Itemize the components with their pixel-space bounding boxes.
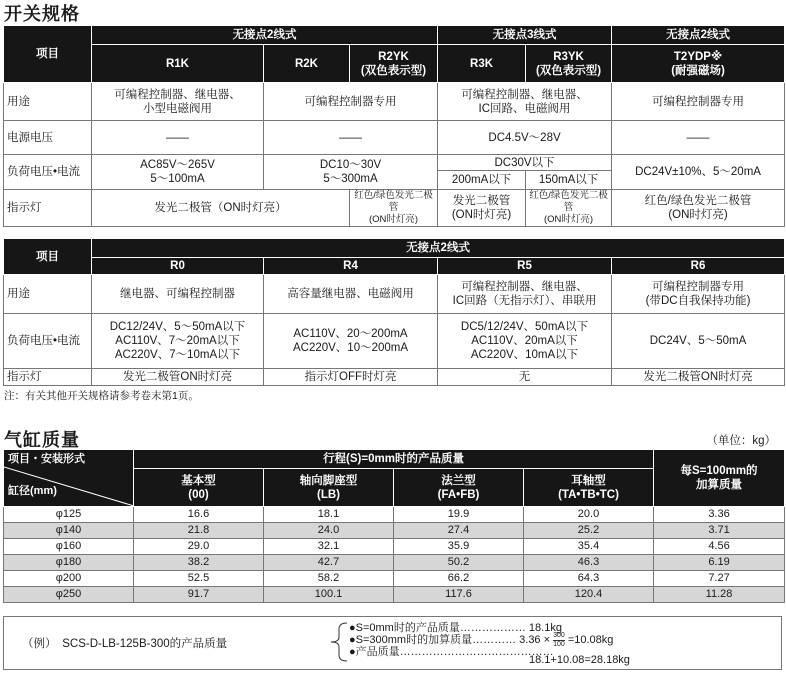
power-t2ydp: —— [612,121,785,155]
load-r3k-a: 200mA以下 [438,171,526,190]
model-r3yk: R3YK (双色表示型) [526,45,612,83]
row-label-load: 负荷电压•电流 [4,155,92,190]
group-2wire-header: 无接点2线式 [92,26,438,45]
mass-extra: 3.36 [654,507,785,523]
model-r2yk: R2YK (双色表示型) [350,45,438,83]
model-t2ydp: T2YDP※ (耐强磁场) [612,45,785,83]
load-r3k-b: 150mA以下 [526,171,612,190]
usage-r3k: 可编程控制器、继电器、 IC回路、电磁阀用 [438,83,612,121]
row-label-load-2: 负荷电压•电流 [4,314,92,369]
example-line-3: ●产品质量…………………………………… [349,646,554,658]
unit-label: （单位：kg） [706,435,776,447]
bore-cell: φ200 [4,571,134,587]
mass-trunnion: 46.3 [524,555,654,571]
model-r4: R4 [264,258,438,275]
corner-header [4,450,134,507]
mass-foot: 18.1 [264,507,394,523]
corner-bottom-label: 缸径(mm) [8,485,57,497]
group-2wire-header-2: 无接点2线式 [92,239,785,258]
corner-top-label: 项目・安装形式 [8,453,85,465]
indicator-r3k: 发光二极管 (ON时灯亮) [438,190,526,227]
table-row [4,539,785,555]
switch-spec-table-2 [3,238,785,386]
bore-cell: φ125 [4,507,134,523]
mass-trunnion: 64.3 [524,571,654,587]
load-r2k: DC10～30V 5～300mA [264,155,438,190]
indicator-r0: 发光二极管ON时灯亮 [92,369,264,386]
mass-flange: 27.4 [394,523,524,539]
bore-cell: φ140 [4,523,134,539]
extra-mass-header: 每S=100mm的 加算质量 [654,450,785,507]
model-r5: R5 [438,258,612,275]
usage-r2k: 可编程控制器专用 [264,83,438,121]
footnote: 注：有关其他开关规格请参考卷末第1页。 [4,390,199,402]
table-row [4,523,785,539]
example-bracket [319,617,349,667]
example-line-1: ●S=0mm时的产品质量……………… 18.1kg [349,622,562,634]
switch-spec-title: 开关规格 [4,4,80,24]
indicator-r3yk: 红色/绿色发光二极管 (ON时灯亮) [526,190,612,227]
example-line-2a: ●S=300mm时的加算质量………… 3.36 × [349,634,551,646]
power-r2k: —— [264,121,438,155]
model-r6: R6 [612,258,785,275]
col-foot: 轴向脚座型 (LB) [264,469,394,507]
table-row [4,571,785,587]
col-flange: 法兰型 (FA•FB) [394,469,524,507]
indicator-t2ydp: 红色/绿色发光二极管 (ON时灯亮) [612,190,785,227]
mass-extra: 11.28 [654,587,785,603]
col-basic: 基本型 (00) [134,469,264,507]
mass-flange: 19.9 [394,507,524,523]
mass-extra: 6.19 [654,555,785,571]
cylinder-mass-title: 气缸质量 [4,430,80,450]
mass-basic: 38.2 [134,555,264,571]
mass-foot: 42.7 [264,555,394,571]
group-3wire-header: 无接点3线式 [438,26,612,45]
load-r5: DC5/12/24V、50mA以下 AC110V、20mA以下 AC220V、10mA以下 [438,314,612,369]
mass-foot: 24.0 [264,523,394,539]
row-label-indicator-2: 指示灯 [4,369,92,386]
row-label-indicator: 指示灯 [4,190,92,227]
usage-r5: 可编程控制器、继电器、 IC回路（无指示灯）、串联用 [438,275,612,314]
mass-basic: 91.7 [134,587,264,603]
load-r3k-top: DC30V以下 [438,155,612,171]
item-header: 项目 [4,26,92,83]
example-fraction [553,632,565,649]
switch-spec-table-1 [3,25,785,227]
mass-flange: 35.9 [394,539,524,555]
mass-foot: 58.2 [264,571,394,587]
table-row [4,555,785,571]
mass-flange: 66.2 [394,571,524,587]
bore-cell: φ250 [4,587,134,603]
bore-cell: φ180 [4,555,134,571]
cylinder-mass-table [3,449,785,603]
usage-r4: 高容量继电器、电磁阀用 [264,275,438,314]
mass-flange: 117.6 [394,587,524,603]
model-r1k: R1K [92,45,264,83]
mass-basic: 29.0 [134,539,264,555]
col-trunnion: 耳轴型 (TA•TB•TC) [524,469,654,507]
mass-basic: 52.5 [134,571,264,587]
mass-trunnion: 35.4 [524,539,654,555]
mass-extra: 3.71 [654,523,785,539]
mass-foot: 32.1 [264,539,394,555]
usage-r6: 可编程控制器专用 (带DC自我保持功能) [612,275,785,314]
table-row [4,507,785,523]
indicator-r1k-r2k: 发光二极管（ON时灯亮） [92,190,350,227]
mass-trunnion: 20.0 [524,507,654,523]
row-label-power: 电源电压 [4,121,92,155]
indicator-r5: 无 [438,369,612,386]
power-r3k: DC4.5V～28V [438,121,612,155]
load-r1k: AC85V～265V 5～100mA [92,155,264,190]
mass-basic: 21.8 [134,523,264,539]
mass-basic: 16.6 [134,507,264,523]
indicator-r6: 发光二极管ON时灯亮 [612,369,785,386]
item-header-2: 项目 [4,239,92,275]
usage-t2ydp: 可编程控制器专用 [612,83,785,121]
mass-extra: 7.27 [654,571,785,587]
model-r0: R0 [92,258,264,275]
mass-trunnion: 120.4 [524,587,654,603]
indicator-r4: 指示灯OFF时灯亮 [264,369,438,386]
mass-extra: 4.56 [654,539,785,555]
example-box [3,616,782,670]
mass-trunnion: 25.2 [524,523,654,539]
load-r4: AC110V、20～200mA AC220V、10～200mA [264,314,438,369]
power-r1k: —— [92,121,264,155]
fraction-denominator: 100 [553,640,565,648]
indicator-r2yk: 红色/绿色发光二极管 (ON时灯亮) [350,190,438,227]
load-r6: DC24V、5～50mA [612,314,785,369]
bore-cell: φ160 [4,539,134,555]
mass-flange: 50.2 [394,555,524,571]
mass-foot: 100.1 [264,587,394,603]
example-label: （例） SCS-D-LB-125B-300的产品质量 [22,638,228,650]
row-label-usage-2: 用途 [4,275,92,314]
model-r2k: R2K [264,45,350,83]
load-t2ydp: DC24V±10%、5～20mA [612,155,785,190]
row-label-usage: 用途 [4,83,92,121]
example-line-4: 18.1+10.08=28.18kg [529,654,630,666]
example-line-2b: =10.08kg [567,634,614,646]
table-row [4,587,785,603]
fraction-numerator: 300 [553,631,565,639]
stroke-header: 行程(S)=0mm时的产品质量 [134,450,654,469]
model-r3k: R3K [438,45,526,83]
usage-r1k: 可编程控制器、继电器、 小型电磁阀用 [92,83,264,121]
load-r0: DC12/24V、5～50mA以下 AC110V、7～20mA以下 AC220V、7～10mA以下 [92,314,264,369]
usage-r0: 继电器、可编程控制器 [92,275,264,314]
group-2wire-header-b: 无接点2线式 [612,26,785,45]
